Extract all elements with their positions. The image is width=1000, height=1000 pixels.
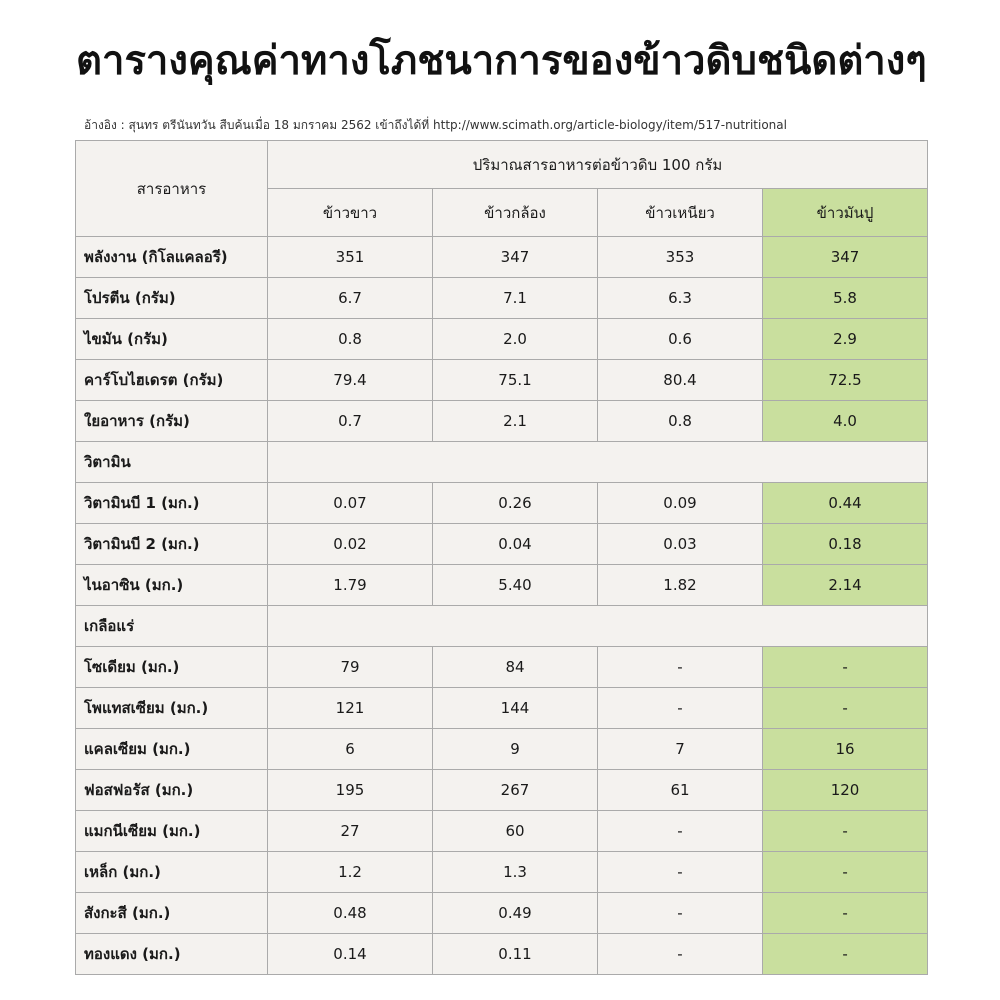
nutrient-label: ไขมัน (กรัม): [76, 319, 268, 360]
value-cell: 9: [433, 729, 598, 770]
table-row: [76, 237, 928, 278]
section-spacer: [268, 606, 928, 647]
table-body: [76, 237, 928, 975]
table-row: [76, 934, 928, 975]
nutrient-label: โซเดียม (มก.): [76, 647, 268, 688]
value-cell: 80.4: [598, 360, 763, 401]
nutrient-label: ใยอาหาร (กรัม): [76, 401, 268, 442]
table-row: [76, 811, 928, 852]
value-cell: 0.48: [268, 893, 433, 934]
table-row: [76, 360, 928, 401]
nutrient-label: เหล็ก (มก.): [76, 852, 268, 893]
section-row: [76, 606, 928, 647]
value-cell: 84: [433, 647, 598, 688]
amount-group-header: ปริมาณสารอาหารต่อข้าวดิบ 100 กรัม: [268, 141, 928, 189]
nutrient-label: คาร์โบไฮเดรต (กรัม): [76, 360, 268, 401]
value-cell: 2.1: [433, 401, 598, 442]
value-cell: 195: [268, 770, 433, 811]
value-cell: 0.18: [763, 524, 928, 565]
value-cell: -: [598, 688, 763, 729]
value-cell: -: [763, 852, 928, 893]
value-cell: 0.8: [268, 319, 433, 360]
value-cell: 79.4: [268, 360, 433, 401]
value-cell: 267: [433, 770, 598, 811]
value-cell: 1.79: [268, 565, 433, 606]
column-header-sticky-rice: ข้าวเหนียว: [598, 189, 763, 237]
value-cell: 6.3: [598, 278, 763, 319]
column-header-mun-pu-rice: ข้าวมันปู: [763, 189, 928, 237]
value-cell: 6: [268, 729, 433, 770]
table-row: [76, 647, 928, 688]
value-cell: 79: [268, 647, 433, 688]
value-cell: 0.03: [598, 524, 763, 565]
table-row: [76, 565, 928, 606]
section-spacer: [268, 442, 928, 483]
value-cell: -: [598, 647, 763, 688]
table-row: [76, 319, 928, 360]
value-cell: -: [598, 934, 763, 975]
value-cell: 27: [268, 811, 433, 852]
value-cell: 6.7: [268, 278, 433, 319]
column-header-brown-rice: ข้าวกล้อง: [433, 189, 598, 237]
reference-note: อ้างอิง : สุนทร ตรีนันทวัน สืบค้นเมื่อ 18 มกราคม 2562 เข้าถึงได้ที่ http://www.scimath.org/article-biology/item/517-nutritional: [84, 118, 787, 132]
value-cell: 120: [763, 770, 928, 811]
table-row: [76, 688, 928, 729]
value-cell: 0.7: [268, 401, 433, 442]
value-cell: 61: [598, 770, 763, 811]
value-cell: 60: [433, 811, 598, 852]
nutrient-label: โปรตีน (กรัม): [76, 278, 268, 319]
value-cell: 5.40: [433, 565, 598, 606]
value-cell: 0.04: [433, 524, 598, 565]
table-row: [76, 524, 928, 565]
value-cell: 7.1: [433, 278, 598, 319]
value-cell: 0.11: [433, 934, 598, 975]
value-cell: -: [763, 934, 928, 975]
nutrient-label: ไนอาซิน (มก.): [76, 565, 268, 606]
value-cell: -: [598, 852, 763, 893]
value-cell: 121: [268, 688, 433, 729]
value-cell: 1.3: [433, 852, 598, 893]
value-cell: 347: [433, 237, 598, 278]
value-cell: 1.82: [598, 565, 763, 606]
table-row: [76, 483, 928, 524]
value-cell: 0.07: [268, 483, 433, 524]
value-cell: -: [763, 893, 928, 934]
value-cell: 5.8: [763, 278, 928, 319]
value-cell: 7: [598, 729, 763, 770]
nutrient-label: ทองแดง (มก.): [76, 934, 268, 975]
nutrient-label: แคลเซียม (มก.): [76, 729, 268, 770]
value-cell: 0.02: [268, 524, 433, 565]
value-cell: 0.49: [433, 893, 598, 934]
header-row-main: [76, 141, 928, 189]
value-cell: 347: [763, 237, 928, 278]
value-cell: 16: [763, 729, 928, 770]
nutrient-label: วิตามินบี 2 (มก.): [76, 524, 268, 565]
value-cell: 144: [433, 688, 598, 729]
value-cell: 4.0: [763, 401, 928, 442]
value-cell: -: [763, 647, 928, 688]
nutrient-label: โพแทสเซียม (มก.): [76, 688, 268, 729]
table-row: [76, 893, 928, 934]
section-label: วิตามิน: [76, 442, 268, 483]
value-cell: -: [598, 811, 763, 852]
table-row: [76, 278, 928, 319]
value-cell: 0.8: [598, 401, 763, 442]
column-header-white-rice: ข้าวขาว: [268, 189, 433, 237]
nutrient-label: พลังงาน (กิโลแคลอรี): [76, 237, 268, 278]
value-cell: 0.44: [763, 483, 928, 524]
nutrient-label: วิตามินบี 1 (มก.): [76, 483, 268, 524]
nutrient-label: แมกนีเซียม (มก.): [76, 811, 268, 852]
value-cell: 0.26: [433, 483, 598, 524]
value-cell: 72.5: [763, 360, 928, 401]
nutrient-label: สังกะสี (มก.): [76, 893, 268, 934]
value-cell: 353: [598, 237, 763, 278]
value-cell: 2.9: [763, 319, 928, 360]
table-row: [76, 770, 928, 811]
value-cell: -: [763, 688, 928, 729]
value-cell: 1.2: [268, 852, 433, 893]
value-cell: -: [598, 893, 763, 934]
value-cell: 75.1: [433, 360, 598, 401]
value-cell: 0.09: [598, 483, 763, 524]
page-title: ตารางคุณค่าทางโภชนาการของข้าวดิบชนิดต่างๆ: [76, 38, 927, 84]
value-cell: 2.0: [433, 319, 598, 360]
section-label: เกลือแร่: [76, 606, 268, 647]
section-row: [76, 442, 928, 483]
nutrition-table: [75, 140, 928, 975]
table-row: [76, 729, 928, 770]
table-row: [76, 852, 928, 893]
value-cell: 2.14: [763, 565, 928, 606]
table-row: [76, 401, 928, 442]
nutrient-label: ฟอสฟอรัส (มก.): [76, 770, 268, 811]
value-cell: 0.14: [268, 934, 433, 975]
value-cell: -: [763, 811, 928, 852]
value-cell: 0.6: [598, 319, 763, 360]
value-cell: 351: [268, 237, 433, 278]
nutrient-column-header: สารอาหาร: [76, 141, 268, 237]
